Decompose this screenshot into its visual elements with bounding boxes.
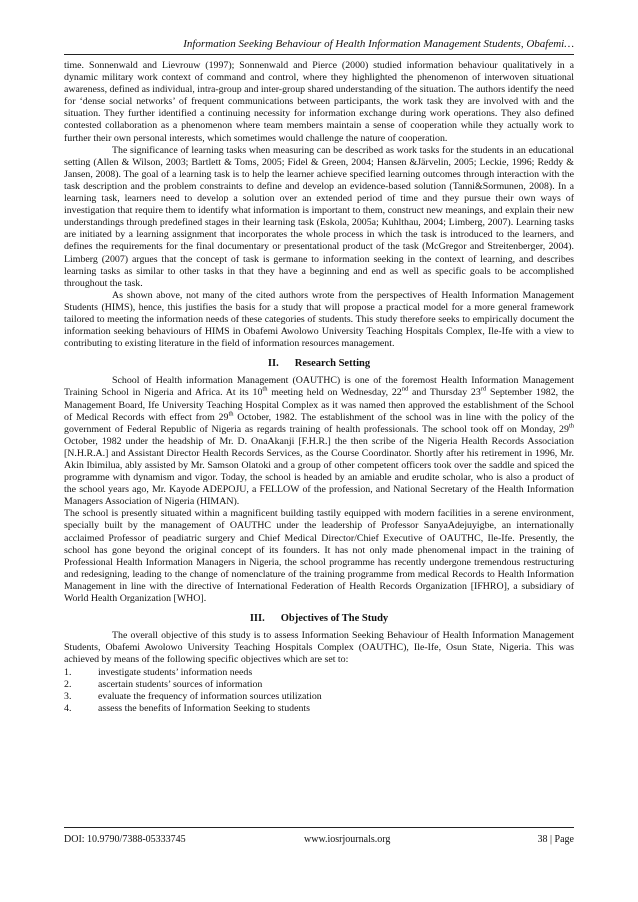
running-header: Information Seeking Behaviour of Health Information Management Students, Obafemi…: [183, 38, 574, 50]
text-run: School of Health information Management (OAUTHC) is one of the foremost Health Information Management Training School in Nigeria and Africa. At its 10: [64, 375, 574, 399]
footer-divider: [64, 827, 574, 828]
objectives-list: [64, 667, 574, 715]
research-setting-paragraph-2: The school is presently situated within a magnificent building tastily equipped with modern facilities in a serene environment, specially built by the management of OAUTHC under the leadership of Professor SanyaAdejuyigbe, an internationally acclaimed Professor of peadiatric surgery and Chief Medical Director/Chief Executive of OAUTHC, Ile-Ife. Presently, the school has gone beyond the original concept of its founders. It has not only made phenomenal impact in the training of Professional Health Information Managers in Nigeria, the school programme has recently undergone tremendous restructuring and redesigning, leading to the change of nomenclature of the training programme from medical Records to Health Information Management in line with the directive of International Federation of Health Records Organization [IFHRO], a subsidiary of World Health Organization [WHO].: [64, 508, 574, 605]
list-number: 3.: [64, 690, 72, 702]
list-text: evaluate the frequency of information sources utilization: [98, 690, 322, 702]
superscript: th: [262, 386, 268, 394]
superscript: nd: [401, 386, 409, 394]
text-run: October, 1982. The establishment of the school was in line with the policy of the government of Federal Republic of Nigeria as regards training of health professionals. The school took off on Monday, 29: [64, 411, 575, 435]
footer-page-number: 38 | Page: [537, 834, 574, 845]
section-number: III.: [249, 613, 265, 625]
section-title: Objectives of The Study: [280, 613, 389, 625]
intro-paragraph-1: time. Sonnenwald and Lievrouw (1997); Sonnenwald and Pierce (2000) studied information behaviour qualitatively in a dynamic military work context of command and control, where they highlighted the phenomenon of interwoven situational awareness, defined as individual, intra-group and inter-group shared understanding of the situation. The authors identify the need for ‘dense social networks’ of frequent communications between participants, the work task they are involved with and the situation. They further identified a continuing necessity for information exchange during work operations. They also defined contested collaboration as a phenomenon where team members maintain a sense of cooperation while they actually work to further their own personal interests, which sometimes would challenge the nature of cooperation.: [64, 60, 574, 144]
list-number: 2.: [64, 678, 72, 690]
list-item: [64, 703, 574, 715]
text-run: meeting held on Wednesday, 22: [267, 387, 402, 399]
list-text: investigate students’ information needs: [98, 666, 253, 678]
section-title: Research Setting: [294, 358, 371, 370]
intro-paragraph-3: As shown above, not many of the cited authors wrote from the perspectives of Health Information Management Students (HIMS), hence, this justifies the basis for a study that will propose a practical model for a more general framework tailored to meeting the information needs of these categories of students. This study therefore seeks to empirically document the information seeking behaviours of HIMS in Obafemi Awolowo University Teaching Hospitals Complex, Ile-Ife with a view to contributing to existing literature in the field of information resources management.: [64, 289, 574, 350]
footer-doi: DOI: 10.9790/7388-05333745: [64, 834, 186, 845]
text-run: October, 1982 under the headship of Mr. D. OnaAkanji [F.H.R.] the then scribe of the Nigeria Health Records Association [N.H.R.A.] and Assistant Director Health Records Services, as the Course Coordinator. Shortly after his retirement in 1996, Mr. Akin Ibimilua, ably assisted by Mr. Samson Olatoki and a group of other competent officers took over the saddle and spiced the programme with dynamism and vigor. Today, the school is headed by an amiable and erudite scholar, who is also a product of the school years ago, Mr. Kayode ADEPOJU, a FELLOW of the profession, and National Secretary of the Health Information Managers Association of Nigeria (HIMAN).: [64, 435, 574, 508]
text-run: and Thursday 23: [408, 387, 481, 399]
list-text: assess the benefits of Information Seeking to students: [98, 702, 310, 714]
list-text: ascertain students’ sources of information: [98, 678, 263, 690]
list-item: [64, 667, 574, 679]
header-divider: [64, 54, 574, 55]
superscript: th: [228, 410, 234, 418]
list-number: 4.: [64, 702, 72, 714]
superscript: rd: [480, 386, 487, 394]
list-number: 1.: [64, 666, 72, 678]
article-body: [64, 60, 574, 715]
section-heading-research-setting: [64, 358, 574, 370]
objectives-paragraph: The overall objective of this study is to assess Information Seeking Behaviour of Health Information Management Students, Obafemi Awolowo University Teaching Hospitals Complex (OAUTHC), Ile-Ife, Osun State, Nigeria. This was achieved by means of the following specific objectives which are set to:: [64, 630, 574, 666]
footer-journal-site: www.iosrjournals.org: [304, 834, 391, 845]
list-item: [64, 679, 574, 691]
research-setting-paragraph-1: [64, 375, 574, 508]
section-heading-objectives: [64, 613, 574, 625]
text-run: September 1982, the Management Board, Ife University Teaching Hospital Complex as it was named then approved the establishment of the School of Medical Records with effect from 29: [64, 387, 574, 423]
list-item: [64, 691, 574, 703]
superscript: th: [568, 422, 574, 430]
section-number: II.: [267, 358, 279, 370]
intro-paragraph-2: The significance of learning tasks when measuring can be described as work tasks for the students in an educational setting (Allen & Wilson, 2003; Bartlett & Toms, 2005; Fidel & Green, 2004; Hansen &Järvelin, 2005; Leckie, 1996; Reddy & Jansen, 2008). The goal of a learning task is to help the learner achieve specified learning outcomes through interaction with the task description and the problem constraints to define and develop an evidence-based solution (Tanni&Sormunen, 2008). In a learning task, learners need to develop a solution over an extended period of time and they pursue their own ways of investigation that require them to identify what information is important to them, construct new meanings, and explain their new understandings through predefined stages in their learning task (Eskola, 2005a; Kuhlthau, 2004; Limberg, 2007). Learning tasks are initiated by a learning assignment that incorporates the whole process in which the task is introduced to the learners, and defines the requirements for the final documentary or presentational product of the task (McGregor and Streitenberger, 2004). Limberg (2007) argues that the concept of task is germane to information seeking in the context of learning, and describes learning tasks as similar to other tasks in that they have a beginning and end as well as specific goals to be accomplished throughout the task.: [64, 144, 574, 289]
